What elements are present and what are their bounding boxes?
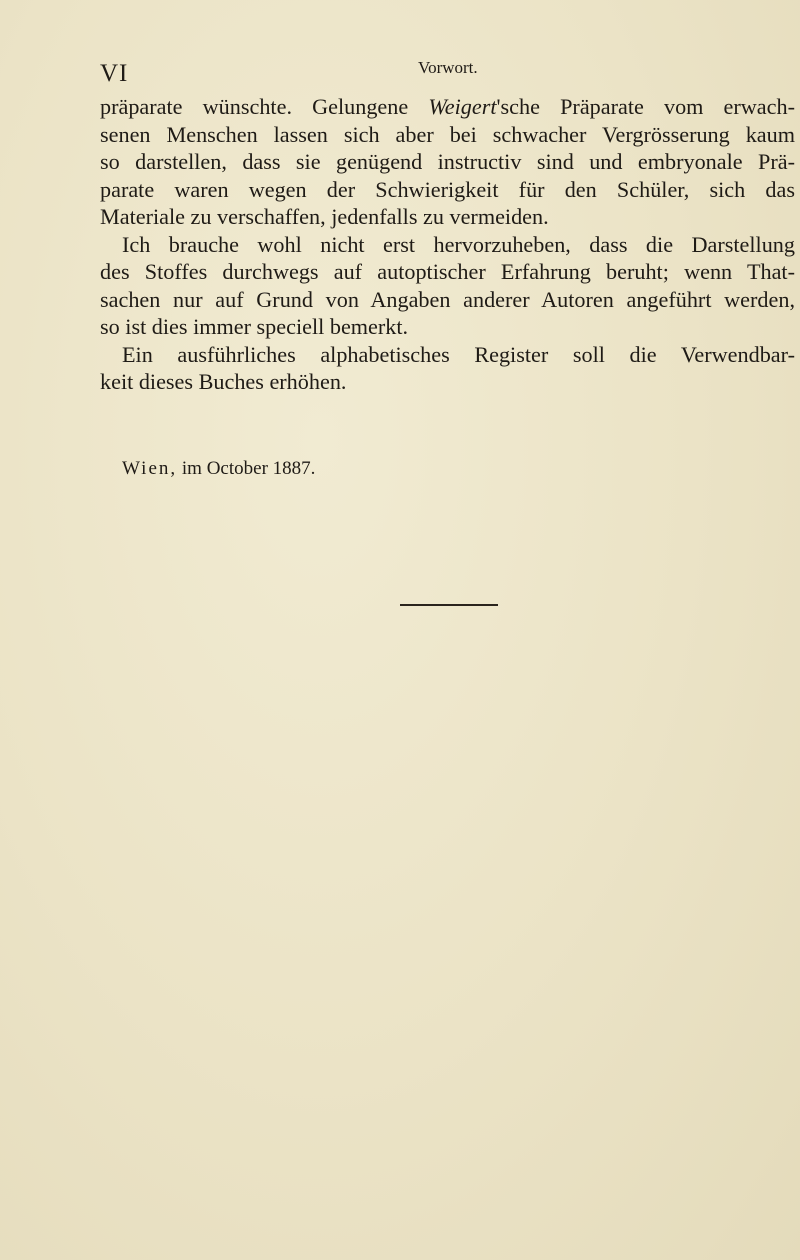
paragraph-3 [100, 341, 795, 396]
text-line: so ist dies immer speciell bemerkt. [100, 314, 409, 339]
author-name: Weigert [428, 94, 497, 119]
text-line: Ich brauche wohl nicht erst hervorzuheben, dass die Darstellung [122, 231, 795, 257]
paragraph-1 [100, 93, 795, 231]
text-segment: 'sche Präparate vom erwach- [496, 94, 795, 119]
text-line: keit dieses Buches erhöhen. [100, 369, 347, 394]
page-number: VI [100, 60, 129, 87]
text-line: so darstellen, dass sie genügend instructiv sind und embryonale Prä- [100, 149, 795, 174]
text-line: parate waren wegen der Schwierigkeit für den Schüler, sich das [100, 176, 795, 202]
text-line: senen Menschen lassen sich aber bei schwacher Vergrösserung kaum [100, 121, 795, 147]
text-line: Ein ausführliches alphabetisches Register soll die Verwendbar- [122, 341, 795, 367]
signature-place: Wien, [122, 458, 178, 479]
running-head: Vorwort. [418, 58, 478, 77]
text-line: des Stoffes durchwegs auf autoptischer Erfahrung beruht; wenn That- [100, 259, 795, 284]
signature-line [122, 458, 315, 480]
paragraph-2 [100, 231, 795, 341]
section-end-rule [400, 604, 498, 606]
text-line: sachen nur auf Grund von Angaben anderer Autoren angeführt werden, [100, 286, 795, 312]
body-text [100, 93, 795, 396]
signature-date: im October 1887. [181, 458, 316, 479]
text-line: Materiale zu verschaffen, jedenfalls zu vermeiden. [100, 204, 549, 229]
text-line [100, 93, 795, 121]
page-header [0, 56, 800, 86]
text-segment: präparate wünschte. Gelungene [100, 94, 429, 119]
